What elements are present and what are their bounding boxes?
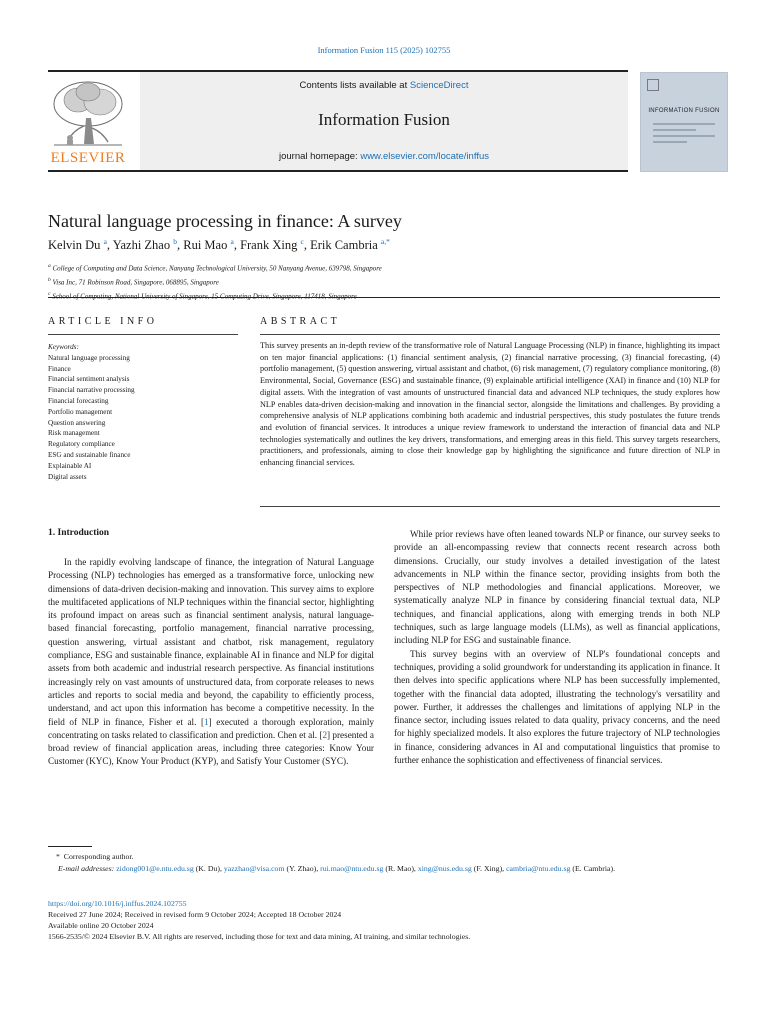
elsevier-wordmark: ELSEVIER — [50, 150, 126, 166]
cover-publisher-mark — [647, 79, 659, 91]
keyword-item: Financial narrative processing — [48, 386, 135, 395]
reference-link[interactable]: 1 — [204, 716, 209, 727]
journal-cover-thumbnail[interactable] — [640, 72, 728, 172]
author-affil-marker[interactable]: c — [300, 237, 304, 246]
body-right-column — [394, 528, 720, 767]
contents-prefix: Contents lists available at — [299, 80, 410, 91]
email-owner: (Y. Zhao), — [286, 864, 319, 873]
journal-homepage-line — [140, 151, 628, 162]
email-label: E-mail addresses: — [58, 864, 115, 873]
keyword-item: Question answering — [48, 418, 106, 427]
author-name[interactable]: Kelvin Du — [48, 238, 101, 253]
homepage-prefix: journal homepage: — [278, 151, 361, 162]
doi-link[interactable]: https://doi.org/10.1016/j.inffus.2024.102755 — [48, 899, 187, 908]
journal-title: Information Fusion — [318, 110, 450, 129]
affil-marker: b — [48, 276, 51, 283]
email-addresses — [48, 863, 720, 875]
author-affil-marker[interactable]: b — [173, 237, 177, 246]
copyright-line: 1566-2535/© 2024 Elsevier B.V. All rights are reserved, including those for text and data mining, AI training, and similar technologies. — [48, 932, 471, 941]
body-paragraph: This survey begins with an overview of NLP's foundational concepts and techniques, providing a solid groundwork for understanding its application in finance. It then delves into specific applications where NLP has been successfully implemented, together with the financial data adopted, illustrating the technology's versatility and power. Further, it addresses the challenges and limitations of applying NLP in the finance sector, including issues related to data quality, privacy concerns, and the need for highly specialized models. It also explores the future trajectory of NLP technologies in finance, considering advances in AI and computational linguistics that promise to further enhance the sophistication and effectiveness of financial services. — [394, 648, 720, 766]
author-affil-marker[interactable]: a — [103, 237, 107, 246]
email-link[interactable]: zidong001@e.ntu.edu.sg — [116, 864, 194, 873]
email-link[interactable]: rui.mao@ntu.edu.sg — [320, 864, 384, 873]
footnotes — [48, 851, 720, 875]
keyword-item: Financial forecasting — [48, 396, 109, 405]
body-left-column — [48, 556, 374, 769]
email-link[interactable]: xing@nus.edu.sg — [417, 864, 472, 873]
header-bottom-rule — [48, 170, 628, 172]
sciencedirect-link[interactable]: ScienceDirect — [409, 80, 469, 91]
received-dates: Received 27 June 2024; Received in revised form 9 October 2024; Accepted 18 October 2024 — [48, 910, 342, 919]
article-info-rule — [48, 334, 238, 335]
keyword-item: Digital assets — [48, 472, 87, 481]
keyword-item: ESG and sustainable finance — [48, 450, 131, 459]
keyword-item: Explainable AI — [48, 461, 92, 470]
email-owner: (E. Cambria). — [572, 864, 616, 873]
paper-title: Natural language processing in finance: A survey — [48, 211, 402, 231]
email-link[interactable]: yazzhao@visa.com — [223, 864, 285, 873]
author-name[interactable]: Yazhi Zhao — [112, 238, 171, 253]
keyword-item: Natural language processing — [48, 353, 130, 362]
author-affil-marker[interactable]: a — [230, 237, 234, 246]
publication-info — [48, 898, 728, 942]
keywords-list — [48, 342, 238, 482]
journal-homepage-link[interactable]: www.elsevier.com/locate/inffus — [360, 151, 489, 162]
paragraph-text: ] executed a thorough exploration, mainly concentrating on tasks related to classification and prediction. Chen et al. [ — [48, 716, 374, 740]
affiliation-line — [48, 261, 382, 275]
author-name[interactable]: Frank Xing — [240, 238, 298, 253]
abstract-rule — [260, 334, 720, 335]
author-list: Kelvin Du $^a$, Yazhi Zhao $^b$, Rui Mao $^a$, Frank Xing $^c$, Erik Cambria $^{a,*}$ — [48, 237, 390, 253]
cover-text-lines — [653, 123, 715, 147]
affiliation-line — [48, 275, 382, 289]
section-heading-introduction: 1. Introduction — [48, 528, 110, 538]
article-info-heading: ARTICLE INFO — [48, 316, 158, 327]
keyword-item: Regulatory compliance — [48, 440, 115, 449]
title-divider — [48, 297, 720, 298]
abstract-end-rule — [260, 506, 720, 507]
affiliation-text: College of Computing and Data Science, Nanyang Technological University, 50 Nanyang Avenue, 639798, Singapore — [52, 264, 382, 273]
author-name[interactable]: Erik Cambria — [310, 238, 378, 253]
email-owner: (F. Xing), — [473, 864, 505, 873]
body-paragraph: While prior reviews have often leaned towards NLP or finance, our survey seeks to provide an all-encompassing review that connects recent research across both dimensions. Crucially, our study involves a detailed investigation of the latest advancements in NLP within the finance sector, providing insights from both the perspectives of NLP methodologies and financial applications. Moreover, we systematically analyze NLP in finance by considering financial textual data, NLP techniques, and financial applications, along with emerging trends in both NLP techniques, such as large language models (LLMs), as well as financial applications, including NLP for ESG and sustainable finance. — [394, 529, 720, 646]
keyword-item: Financial sentiment analysis — [48, 375, 130, 384]
body-paragraph — [48, 556, 374, 769]
keyword-item: Finance — [48, 364, 71, 373]
keywords-label: Keywords: — [48, 343, 79, 351]
email-owner: (K. Du), — [195, 864, 222, 873]
author-name[interactable]: Rui Mao — [183, 238, 228, 253]
affiliation-text: Visa Inc, 71 Robinson Road, Singapore, 068895, Singapore — [52, 278, 219, 287]
contents-available-line — [140, 80, 628, 91]
affil-marker: c — [48, 290, 51, 297]
keyword-item: Portfolio management — [48, 407, 113, 416]
author-affil-marker[interactable]: a,* — [380, 237, 390, 246]
keyword-item: Risk management — [48, 429, 100, 438]
affil-marker: a — [48, 263, 51, 269]
available-online-date: Available online 20 October 2024 — [48, 921, 154, 930]
email-link[interactable]: cambria@ntu.edu.sg — [506, 864, 571, 873]
reference-link[interactable]: 2 — [322, 729, 328, 740]
abstract-text: This survey presents an in-depth review of the transformative role of Natural Language Processing (NLP) in finance, highlighting its impact on ten major financial applications: (1) financial sentiment analysis, (2) financial narrative processing, (3) financial forecasting, (4) portfolio management, (5) question answering, virtual assistant and chatbot, (6) risk management, (7) regulatory compliance monitoring, (8) Environmental, Social, Governance (ESG) and sustainable finance, (9) explainable artificial intelligence (XAI) in finance and (10) NLP for digital assets. With the integration of vast amounts of unstructured financial data and advanced NLP techniques, the study explores how NLP enables data-driven decision-making and innovation in the financial sector, alongside the limitations and challenges. By providing a comprehensive analysis of NLP applications combining both academic and industrial perspectives, this study postulates the future trends and evolution of financial services. It introduces a unique review framework to understand the interaction of financial data and NLP technologies systematically and outlines the key drivers, transformations, and emerging areas in this field. This survey targets researchers, practitioners, and professionals, aiming to close their knowledge gap by highlighting the significance and future direction of NLP in enhancing financial services. — [260, 341, 720, 468]
affiliation-text: School of Computing, National University of Singapore, 15 Computing Drive, Singapore, 117418, Singapore — [52, 291, 357, 300]
affiliation-line — [48, 289, 382, 303]
cover-journal-title: INFORMATION FUSION — [648, 108, 720, 114]
paragraph-text: In the rapidly evolving landscape of finance, the integration of Natural Language Processing (NLP) technologies has emerged as a transformative force, unlocking new dimensions of data-driven decision-making and innovation. This survey aims to explore the multifaceted applications of NLP techniques within the financial sector, highlighting its profound impact on areas such as financial sentiment analysis, natural language-based financial forecasting, portfolio management, financial narrative processing, question answering, virtual assistant and chatbot, risk management, regulatory compliance, ESG and sustainable finance, explainable AI in finance and NLP for digital assets from both academic and industrial research perspective. As financial institutions increasingly rely on vast amounts of unstructured data, from corporate releases to news articles and reports to social media and beyond, the capability to efficiently process, understand, and act upon this information has become a competitive necessity. In the field of NLP in finance, Fisher et al. [ — [48, 557, 374, 727]
corresponding-text: Corresponding author. — [63, 852, 134, 861]
elsevier-tree-logo — [48, 78, 128, 150]
abstract-heading: ABSTRACT — [260, 316, 341, 327]
journal-citation-link[interactable]: Information Fusion 115 (2025) 102755 — [317, 45, 451, 55]
footnote-rule — [48, 846, 92, 847]
paragraph-text: ] presented a broad review of financial application areas, including three categories: Know Your Customer (KYC), Know Your Product (KYP), and Satisfy Your Customer (SYC). — [48, 729, 374, 767]
corresponding-author-note: * Corresponding author. — [56, 852, 134, 861]
email-owner: (R. Mao), — [385, 864, 416, 873]
